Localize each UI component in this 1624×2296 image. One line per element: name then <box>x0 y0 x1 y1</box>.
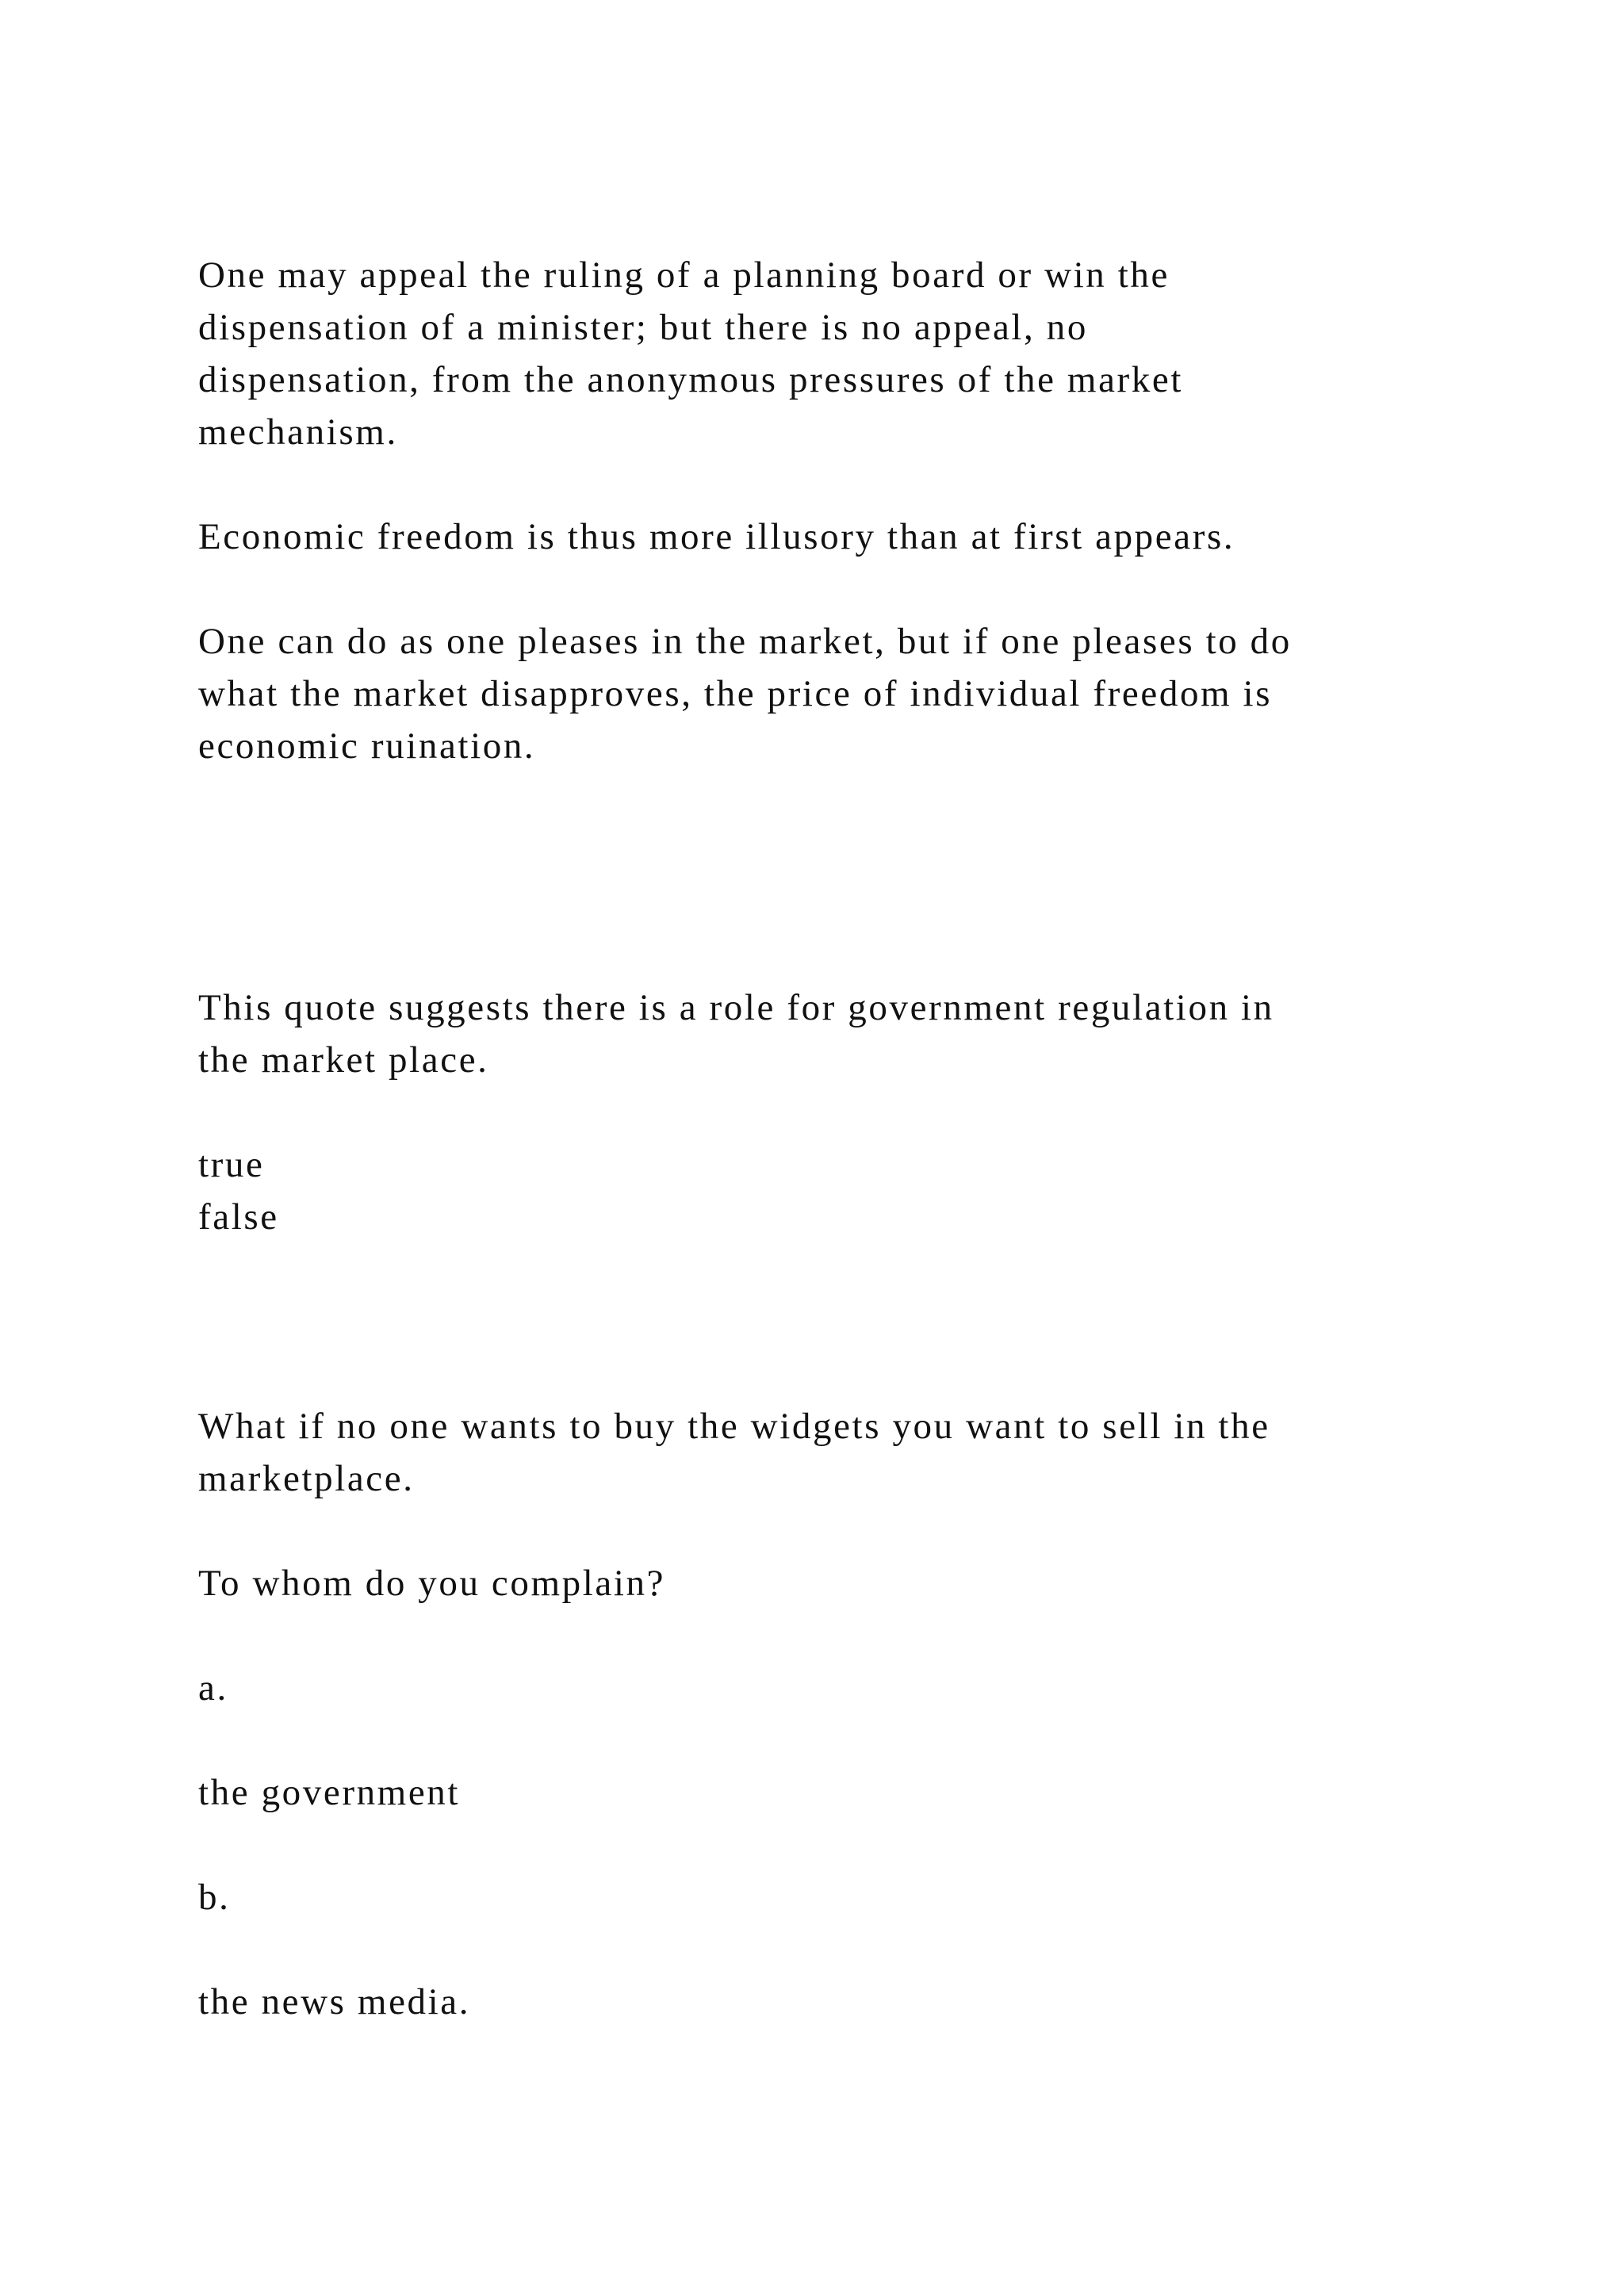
question-2-prompt-line-1: What if no one wants to buy the widgets you want to sell in the <box>198 1406 1270 1447</box>
quote-paragraph-3-line-2: what the market disapproves, the price of individual freedom is <box>198 673 1273 714</box>
quote-paragraph-1-line-4: mechanism. <box>198 411 398 453</box>
quote-paragraph-1-line-2: dispensation of a minister; but there is no appeal, no <box>198 307 1088 348</box>
question-2-option-b-text[interactable]: the news media. <box>198 1981 471 2022</box>
quote-paragraph-3-line-3: economic ruination. <box>198 725 536 767</box>
quote-paragraph-1-line-3: dispensation, from the anonymous pressures of the market <box>198 359 1184 400</box>
quote-paragraph-1-line-1: One may appeal the ruling of a planning board or win the <box>198 254 1170 296</box>
question-2-question: To whom do you complain? <box>198 1563 666 1604</box>
question-2-option-b-letter: b. <box>198 1877 231 1918</box>
question-2-prompt-line-2: marketplace. <box>198 1458 415 1499</box>
quote-paragraph-2: Economic freedom is thus more illusory than at first appears. <box>198 516 1235 557</box>
question-1-option-false[interactable]: false <box>198 1196 279 1238</box>
quote-paragraph-3-line-1: One can do as one pleases in the market, but if one pleases to do <box>198 621 1292 662</box>
question-1-prompt-line-2: the market place. <box>198 1039 489 1081</box>
question-1-option-true[interactable]: true <box>198 1144 265 1185</box>
question-2-option-a-text[interactable]: the government <box>198 1772 461 1813</box>
question-2-option-a-letter: a. <box>198 1667 228 1709</box>
question-1-prompt-line-1: This quote suggests there is a role for government regulation in <box>198 987 1274 1028</box>
